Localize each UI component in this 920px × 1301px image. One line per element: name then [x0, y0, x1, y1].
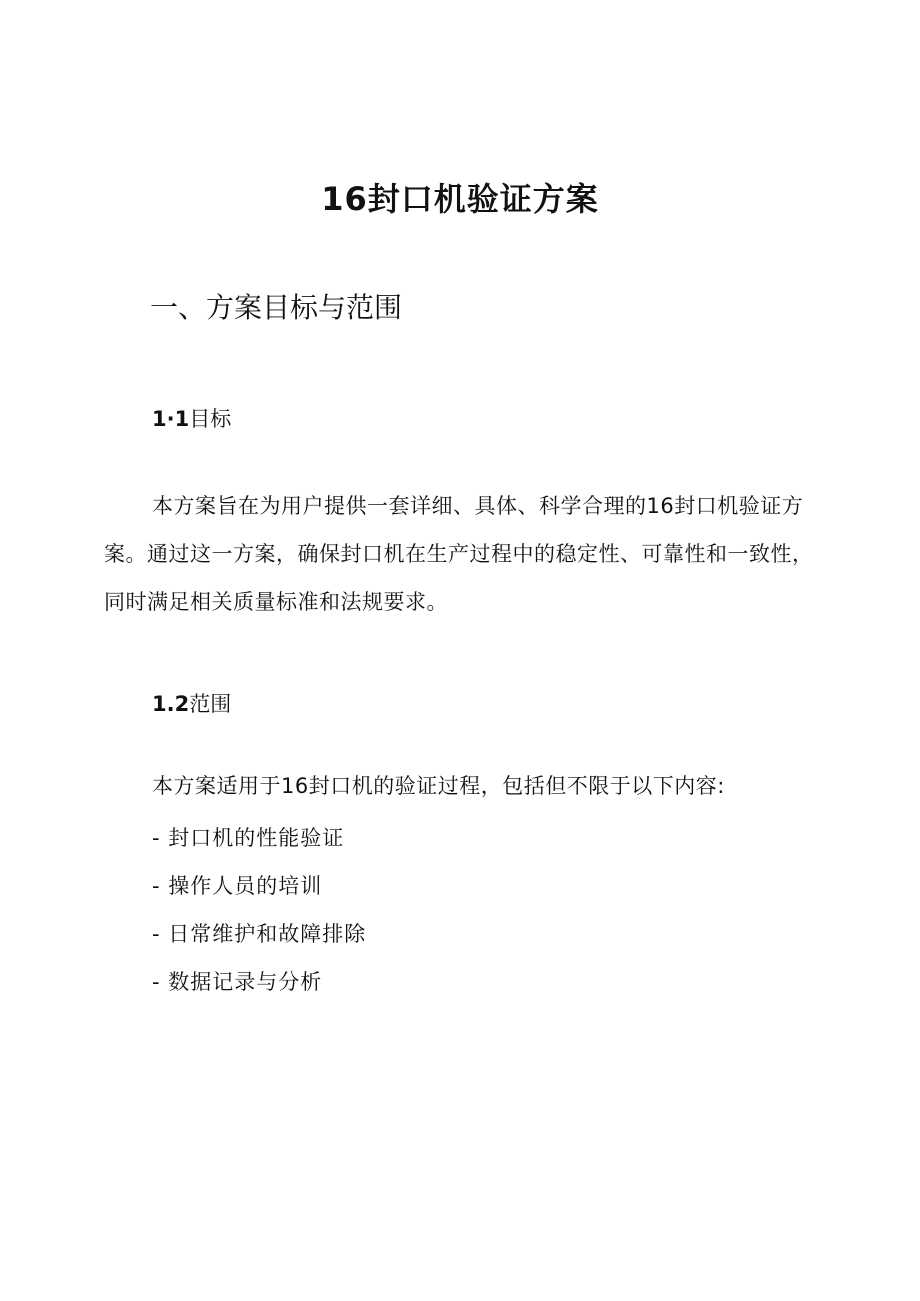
list-item: - 日常维护和故障排除: [152, 922, 367, 946]
goal-heading-number: 1·1: [152, 407, 190, 431]
scope-heading-number: 1.2: [152, 692, 190, 716]
list-item: - 封口机的性能验证: [152, 826, 345, 850]
scope-heading-text: 范围: [189, 692, 232, 716]
goal-heading: [152, 404, 231, 434]
goal-heading-text: 目标: [189, 407, 232, 431]
scope-list: [152, 814, 366, 1006]
scope-intro: 本方案适用于16封口机的验证过程，包括但不限于以下内容:: [152, 774, 725, 798]
document-title: 16封口机验证方案: [321, 180, 599, 218]
list-item: - 操作人员的培训: [152, 874, 323, 898]
goal-paragraph: 本方案旨在为用户提供一套详细、具体、科学合理的16封口机验证方案。通过这一方案，确保封口机在生产过程中的稳定性、可靠性和一致性，同时满足相关质量标准和法规要求。: [104, 494, 814, 614]
section-heading: 一、方案目标与范围: [150, 291, 403, 324]
list-item: - 数据记录与分析: [152, 970, 323, 994]
scope-heading: [152, 689, 231, 719]
